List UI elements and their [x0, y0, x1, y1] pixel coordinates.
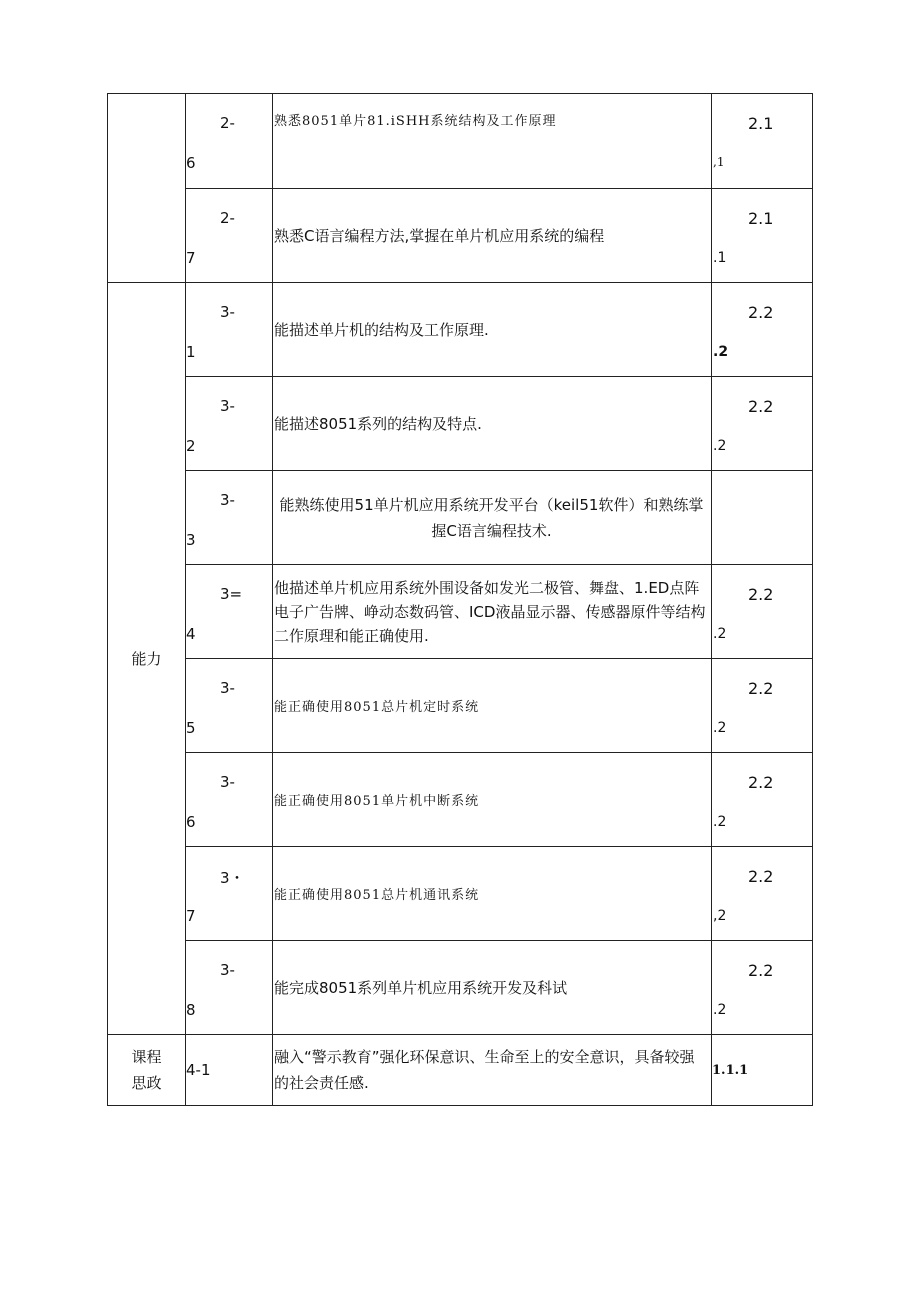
- ref-part: 2.1: [748, 114, 774, 133]
- ref-part: 2.2: [748, 303, 774, 322]
- reference-cell: [712, 94, 813, 189]
- description-text: 能完成8051系列单片机应用系统开发及科试: [274, 979, 568, 997]
- code-part: 2-: [220, 209, 235, 227]
- ref-part: ,2: [713, 908, 727, 924]
- reference-cell: [712, 471, 813, 565]
- reference-cell: [712, 283, 813, 377]
- ref-part: 2.2: [748, 867, 774, 886]
- code-part: 2: [186, 437, 196, 455]
- code-part: 3-: [220, 773, 235, 791]
- ref-part: .2: [713, 1002, 727, 1018]
- reference-cell: [712, 941, 813, 1035]
- code-cell: [186, 941, 273, 1035]
- ref-part: 2.2: [748, 585, 774, 604]
- code-part: 4: [186, 625, 196, 643]
- description-cell: [273, 377, 712, 471]
- code-part: 3-: [220, 303, 235, 321]
- description-cell: [273, 283, 712, 377]
- reference-cell: [712, 659, 813, 753]
- code-cell: [186, 283, 273, 377]
- table-row: [108, 753, 813, 847]
- code-part: 7: [186, 249, 196, 267]
- code-part: 3: [186, 531, 196, 549]
- description-text: 能正确使用8051单片机中断系统: [274, 794, 480, 809]
- code-text: 4-1: [186, 1061, 211, 1079]
- table-row: [108, 565, 813, 659]
- code-part: 7: [186, 907, 196, 925]
- code-cell: [186, 753, 273, 847]
- code-part: 3-: [220, 679, 235, 697]
- ref-part: 2.2: [748, 773, 774, 792]
- code-cell: [186, 565, 273, 659]
- description-text: 熟悉8051单片81.iSHH系统结构及工作原理: [274, 114, 557, 129]
- ref-part: 2.2: [748, 961, 774, 980]
- reference-cell: [712, 189, 813, 283]
- table-row: [108, 283, 813, 377]
- description-text: 熟悉C语言编程方法,掌握在单片机应用系统的编程: [274, 227, 605, 245]
- code-part: 8: [186, 1001, 196, 1019]
- reference-cell: [712, 753, 813, 847]
- reference-cell: [712, 565, 813, 659]
- description-cell: [273, 847, 712, 941]
- description-text: 能正确使用8051总片机定时系统: [274, 700, 480, 715]
- table-row: [108, 941, 813, 1035]
- description-cell: [273, 1035, 712, 1106]
- category-politics: 课程 思政: [108, 1035, 186, 1106]
- description-cell: [273, 941, 712, 1035]
- code-cell: [186, 377, 273, 471]
- code-part: 3・: [220, 869, 245, 887]
- category-ability: 能力: [108, 283, 186, 1035]
- table-row: [108, 1035, 813, 1106]
- code-part: 1: [186, 343, 196, 361]
- ref-part: 2.2: [748, 397, 774, 416]
- table-row: [108, 659, 813, 753]
- description-text: 能熟练使用51单片机应用系统开发平台（keil51软件）和熟练掌握C语言编程技术.: [279, 495, 704, 540]
- code-part: 5: [186, 719, 196, 737]
- ref-part: 2.2: [748, 679, 774, 698]
- code-part: 6: [186, 154, 196, 172]
- table-row: [108, 94, 813, 189]
- description-text: 融入“警示教育”强化环保意识、生命至上的安全意识，具备较强的社会责任感.: [274, 1048, 695, 1092]
- code-cell: [186, 471, 273, 565]
- description-cell: [273, 753, 712, 847]
- table-row: [108, 189, 813, 283]
- ref-part: 2.1: [748, 209, 774, 228]
- table-row: [108, 471, 813, 565]
- ref-part: .2: [713, 344, 729, 360]
- description-cell: [273, 471, 712, 565]
- description-cell: [273, 189, 712, 283]
- ref-text: 1.1.1: [712, 1062, 749, 1078]
- table-row: [108, 377, 813, 471]
- code-part: 2-: [220, 114, 235, 132]
- ref-part: ,1: [713, 155, 725, 169]
- code-part: 3=: [220, 585, 243, 603]
- objectives-table: [107, 93, 813, 1106]
- code-part: 3-: [220, 961, 235, 979]
- code-cell: [186, 94, 273, 189]
- code-cell: [186, 1035, 273, 1106]
- ref-part: .2: [713, 438, 727, 454]
- description-text: 能正确使用8051总片机通讯系统: [274, 888, 480, 903]
- description-cell: [273, 94, 712, 189]
- code-cell: [186, 189, 273, 283]
- description-cell: [273, 659, 712, 753]
- ref-part: .2: [713, 814, 727, 830]
- code-part: 3-: [220, 491, 235, 509]
- reference-cell: [712, 847, 813, 941]
- ref-part: .1: [713, 250, 727, 266]
- description-text: 能描述8051系列的结构及特点.: [274, 415, 482, 433]
- category-cell-empty: [108, 94, 186, 283]
- table-row: [108, 847, 813, 941]
- reference-cell: [712, 377, 813, 471]
- code-part: 6: [186, 813, 196, 831]
- code-cell: [186, 659, 273, 753]
- reference-cell: [712, 1035, 813, 1106]
- ref-part: .2: [713, 626, 727, 642]
- ref-part: .2: [713, 720, 727, 736]
- code-cell: [186, 847, 273, 941]
- description-text: 他描述单片机应用系统外围设备如发光二极管、舞盘、1.ED点阵电子广告牌、峥动态数码管、ICD液晶显示器、传感器原件等结构二作原理和能正确使用.: [274, 578, 706, 645]
- code-part: 3-: [220, 397, 235, 415]
- description-cell: [273, 565, 712, 659]
- description-text: 能描述单片机的结构及工作原理.: [274, 321, 489, 339]
